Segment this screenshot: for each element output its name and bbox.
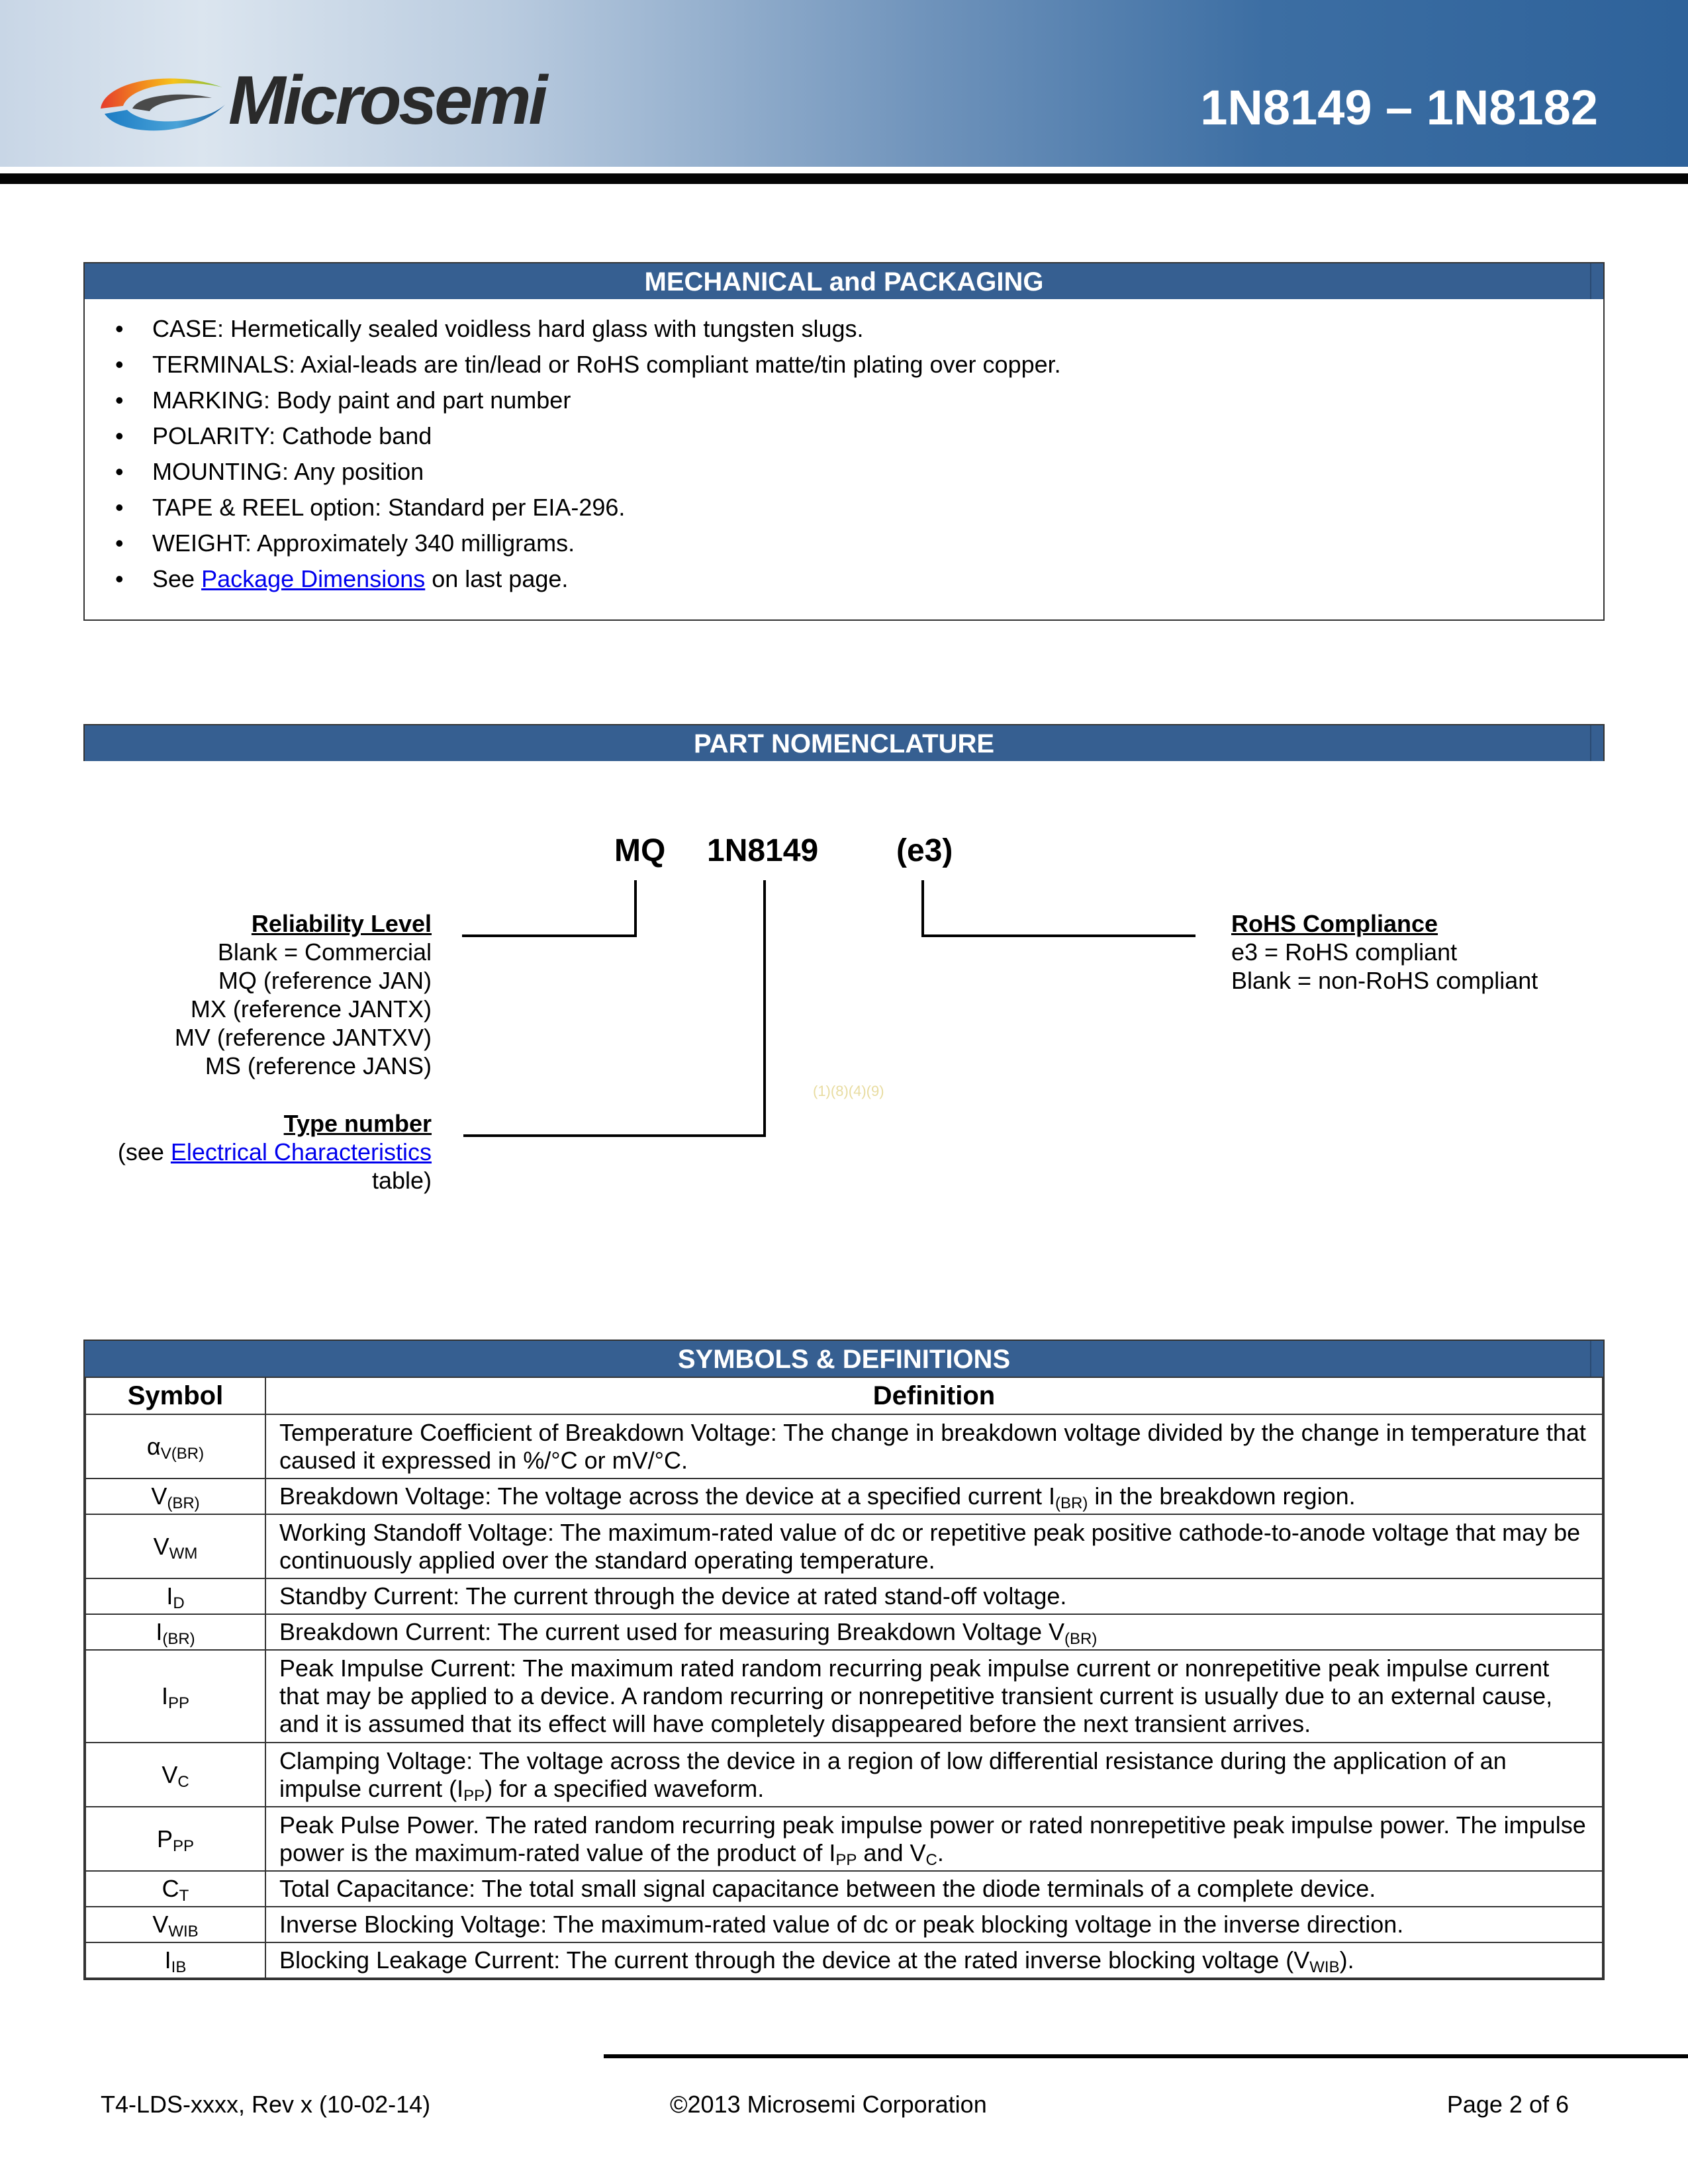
- definition-text: .: [937, 1839, 944, 1866]
- footer-page-number: Page 2 of 6: [1446, 2091, 1569, 2118]
- page-header: [0, 0, 1688, 167]
- faint-watermark: (1)(8)(4)(9): [813, 1083, 884, 1099]
- section-title-symbols: [85, 1341, 1603, 1377]
- code-suffix: (e3): [896, 833, 953, 868]
- section-title-text: SYMBOLS & DEFINITIONS: [677, 1345, 1011, 1374]
- definition-text: Clamping Voltage: The voltage across the device in a region of low differential resistance during the application of an impulse current (I: [279, 1747, 1507, 1802]
- definition-cell: [265, 1807, 1603, 1871]
- symbols-table: [85, 1377, 1603, 1979]
- reliability-level-block: [66, 909, 432, 1080]
- symbol-sub: PP: [173, 1837, 195, 1855]
- table-row: [85, 1871, 1603, 1907]
- nomenclature-section: [83, 724, 1605, 761]
- definition-text: ) for a specified waveform.: [485, 1774, 765, 1802]
- footer-doc-id: T4-LDS-xxxx, Rev x (10-02-14): [101, 2091, 431, 2118]
- table-row: [85, 1514, 1603, 1578]
- table-row: [85, 1578, 1603, 1614]
- symbol-main: I: [156, 1618, 163, 1645]
- table-row: [85, 1650, 1603, 1743]
- definition-text: in the breakdown region.: [1088, 1482, 1356, 1510]
- type-number-block: [66, 1109, 432, 1195]
- definition-cell: Total Capacitance: The total small signal capacitance between the diode terminals of a complete device.: [265, 1871, 1603, 1907]
- see-suffix: on last page.: [425, 565, 569, 592]
- definition-text: Blocking Leakage Current: The current through the device at the rated inverse blocking voltage (V: [279, 1946, 1310, 1974]
- symbol-sub: WM: [169, 1544, 198, 1563]
- table-row: [85, 1907, 1603, 1942]
- see-prefix: See: [152, 565, 202, 592]
- symbol-sub: WIB: [168, 1923, 199, 1940]
- symbol-cell: [85, 1907, 265, 1942]
- symbol-cell: [85, 1514, 265, 1578]
- definition-cell: [265, 1743, 1603, 1807]
- electrical-characteristics-link[interactable]: Electrical Characteristics: [170, 1138, 432, 1165]
- package-dimensions-link[interactable]: Package Dimensions: [201, 565, 426, 592]
- definition-cell: [265, 1479, 1603, 1514]
- type-number-prefix: (see: [117, 1138, 171, 1165]
- table-row: [85, 1614, 1603, 1650]
- definition-sub: (BR): [1055, 1494, 1088, 1512]
- definition-cell: Inverse Blocking Voltage: The maximum-rated value of dc or peak blocking voltage in the inverse direction.: [265, 1907, 1603, 1942]
- symbol-sub: PP: [168, 1694, 190, 1712]
- section-title-text: MECHANICAL and PACKAGING: [644, 267, 1044, 296]
- table-row: [85, 1942, 1603, 1978]
- list-item: • MARKING: Body paint and part number: [85, 383, 1603, 418]
- header-rule-black: [0, 173, 1688, 184]
- code-prefix: MQ: [614, 833, 666, 868]
- symbol-sub: C: [177, 1772, 189, 1791]
- footer-copyright: ©2013 Microsemi Corporation: [670, 2091, 987, 2118]
- symbol-sub: T: [179, 1887, 189, 1905]
- symbol-sub: IB: [171, 1958, 187, 1976]
- rohs-line: e3 = RoHS compliant: [1231, 938, 1458, 966]
- symbol-main: α: [146, 1432, 161, 1460]
- table-row: [85, 1479, 1603, 1514]
- reliability-line: MV (reference JANTXV): [174, 1024, 432, 1051]
- section-title-text: PART NOMENCLATURE: [693, 729, 995, 758]
- connector-rohs-horizontal: [921, 934, 1196, 937]
- reliability-line: MX (reference JANTX): [190, 995, 432, 1023]
- brand-name: Microsemi: [228, 62, 545, 139]
- definition-cell: Standby Current: The current through the device at rated stand-off voltage.: [265, 1578, 1603, 1614]
- definition-text: Peak Pulse Power. The rated random recurring peak impulse power or rated nonrepetitive peak impulse power. The impulse power is the maximum-rated value of the product of I: [279, 1811, 1586, 1866]
- mechanical-list: [85, 299, 1603, 610]
- list-item: • WEIGHT: Approximately 340 milligrams.: [85, 525, 1603, 561]
- microsemi-logo: [93, 61, 596, 140]
- symbol-main: V: [162, 1760, 178, 1788]
- symbol-sub: (BR): [162, 1630, 195, 1648]
- symbol-sub: V(BR): [160, 1444, 205, 1463]
- connector-type-vertical: [763, 880, 766, 1137]
- header-definition: Definition: [265, 1377, 1603, 1414]
- reliability-line: MQ (reference JAN): [218, 967, 432, 994]
- microsemi-swirl-icon: [93, 68, 232, 140]
- list-item: • CASE: Hermetically sealed voidless hard glass with tungsten slugs.: [85, 311, 1603, 347]
- connector-reliability-horizontal: [462, 934, 637, 937]
- section-bar-notch: [1590, 1341, 1591, 1377]
- type-number-heading: Type number: [283, 1110, 432, 1137]
- symbol-main: I: [161, 1682, 168, 1709]
- definition-sub: (BR): [1064, 1630, 1098, 1648]
- symbol-main: I: [164, 1946, 171, 1974]
- definition-sub: PP: [463, 1786, 485, 1805]
- definition-sub: WIB: [1309, 1958, 1340, 1976]
- symbol-cell: [85, 1743, 265, 1807]
- definition-cell: [265, 1614, 1603, 1650]
- definition-cell: [265, 1942, 1603, 1978]
- connector-type-horizontal: [463, 1134, 766, 1137]
- symbol-cell: [85, 1578, 265, 1614]
- definition-cell: Temperature Coefficient of Breakdown Voltage: The change in breakdown voltage divided by the change in temperature that caused it expressed in %/°C or mV/°C.: [265, 1414, 1603, 1479]
- symbol-cell: [85, 1650, 265, 1743]
- connector-rohs-vertical: [921, 880, 924, 937]
- footer-rule: [604, 2054, 1688, 2058]
- definition-text: and V: [857, 1839, 926, 1866]
- list-item: • TERMINALS: Axial-leads are tin/lead or RoHS compliant matte/tin plating over copper.: [85, 347, 1603, 383]
- symbol-main: V: [152, 1911, 169, 1938]
- symbol-main: V: [153, 1532, 169, 1560]
- definition-cell: Peak Impulse Current: The maximum rated random recurring peak impulse current or nonrepetitive peak impulse current that may be applied to a device. A random recurring or nonrepetitive transient current is usually due to an external cause, and it is assumed that its effect will have completely disappeared before the next transient arrives.: [265, 1650, 1603, 1743]
- symbol-main: C: [162, 1875, 179, 1902]
- rohs-heading: RoHS Compliance: [1231, 910, 1438, 937]
- symbol-sub: D: [173, 1594, 185, 1612]
- code-part-number: 1N8149: [707, 833, 819, 868]
- definition-text: Breakdown Current: The current used for measuring Breakdown Voltage V: [279, 1618, 1064, 1645]
- list-item: • TAPE & REEL option: Standard per EIA-296.: [85, 490, 1603, 525]
- list-item-see-package: [85, 561, 1603, 597]
- symbol-main: V: [151, 1482, 167, 1510]
- rohs-compliance-block: [1231, 909, 1602, 995]
- list-item: • MOUNTING: Any position: [85, 454, 1603, 490]
- reliability-line: Blank = Commercial: [217, 938, 432, 966]
- section-title-nomenclature: [85, 725, 1603, 761]
- symbol-main: P: [156, 1825, 173, 1852]
- type-number-line: [66, 1138, 432, 1166]
- definition-text: Breakdown Voltage: The voltage across the device at a specified current I: [279, 1482, 1056, 1510]
- rohs-line: Blank = non-RoHS compliant: [1231, 967, 1538, 994]
- table-row: [85, 1743, 1603, 1807]
- section-bar-notch: [1590, 725, 1591, 761]
- mechanical-section: [83, 262, 1605, 621]
- symbol-cell: [85, 1807, 265, 1871]
- reliability-line: MS (reference JANS): [205, 1052, 432, 1079]
- type-number-line: table): [371, 1167, 432, 1194]
- header-rule-white: [0, 167, 1688, 172]
- symbol-main: I: [166, 1582, 173, 1610]
- table-header-row: [85, 1377, 1603, 1414]
- table-row: [85, 1807, 1603, 1871]
- symbol-sub: (BR): [167, 1494, 200, 1512]
- symbol-cell: [85, 1871, 265, 1907]
- definition-sub: PP: [835, 1850, 857, 1869]
- symbol-cell: [85, 1414, 265, 1479]
- reliability-heading: Reliability Level: [251, 910, 432, 937]
- definition-sub: C: [925, 1850, 937, 1869]
- part-range-title: 1N8149 – 1N8182: [1200, 80, 1598, 135]
- definition-text: ).: [1339, 1946, 1354, 1974]
- symbol-cell: [85, 1479, 265, 1514]
- symbol-cell: [85, 1614, 265, 1650]
- list-item: • POLARITY: Cathode band: [85, 418, 1603, 454]
- section-title-mechanical: [85, 263, 1603, 299]
- symbols-section: [83, 1340, 1605, 1980]
- symbol-cell: [85, 1942, 265, 1978]
- connector-reliability-vertical: [634, 880, 637, 937]
- header-symbol: Symbol: [85, 1377, 265, 1414]
- table-row: [85, 1414, 1603, 1479]
- section-bar-notch: [1590, 263, 1591, 299]
- definition-cell: Working Standoff Voltage: The maximum-rated value of dc or repetitive peak positive cathode-to-anode voltage that may be continuously applied over the standard operating temperature.: [265, 1514, 1603, 1578]
